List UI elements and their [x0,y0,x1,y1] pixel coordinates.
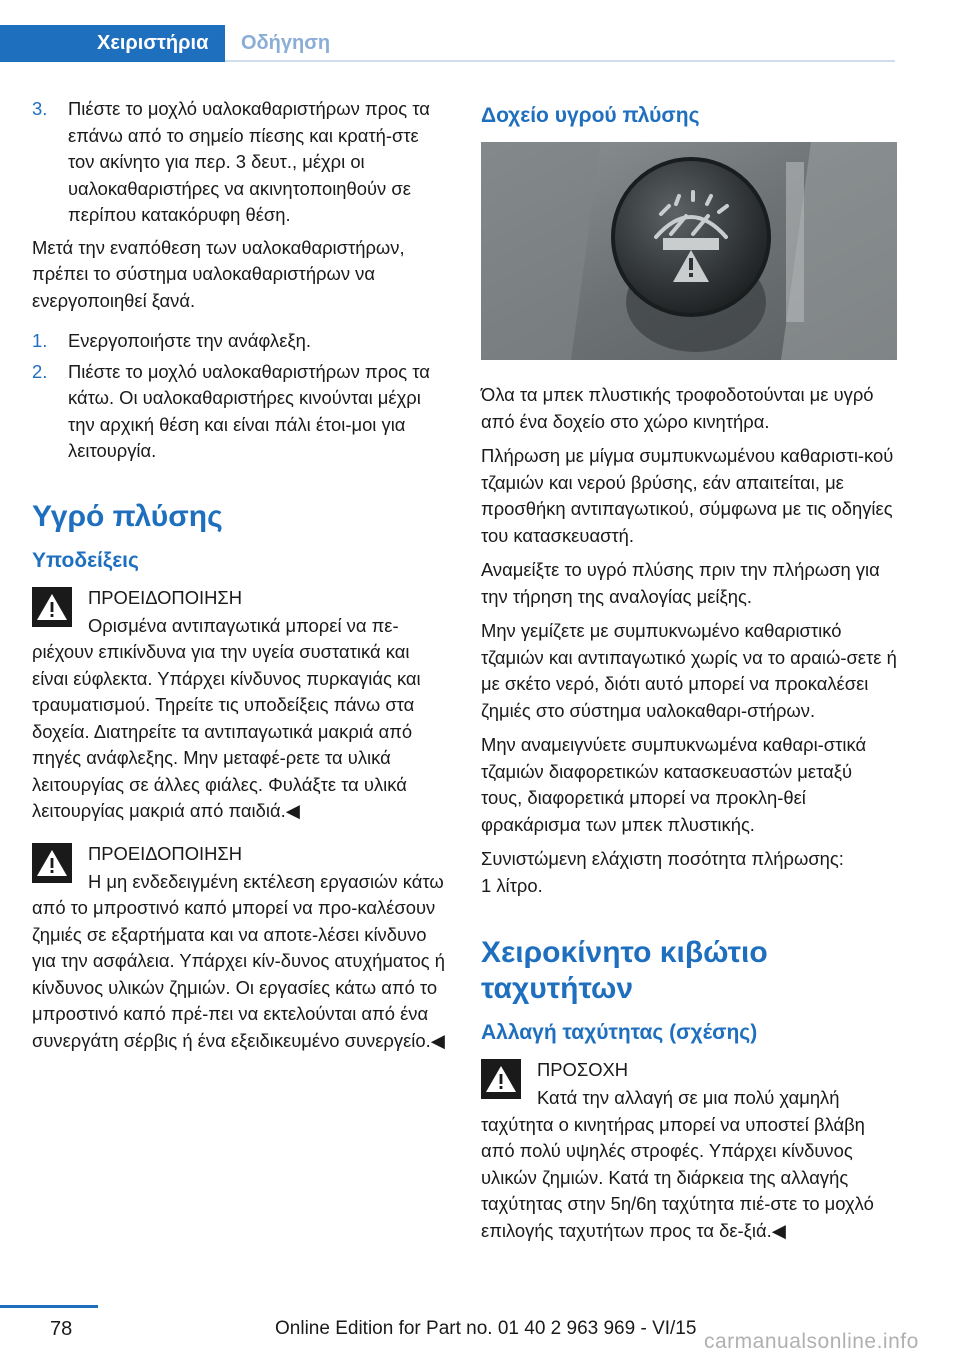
caution-block [481,1057,897,1244]
subsection-title: Δοχείο υγρού πλύσης [481,104,700,127]
warning-icon [32,843,72,883]
list-text: Πιέστε το μοχλό υαλοκαθαριστήρων προς τα κάτω. Οι υαλοκαθαριστήρες κινούνται μέχρι την αρχική θέση και είναι πάλι έτοι-μοι για λειτουργία. [68,360,430,461]
subsection-title: Υποδείξεις [32,548,139,572]
caution-title: ΠΡΟΣΟΧΗ [537,1059,629,1080]
warning-body: Ορισμένα αντιπαγωτικά μπορεί να πε-ριέχουν επικίνδυνα για την υγεία συστατικά και είναι εύφλεκτα. Υπάρχει κίνδυνος πυρκαγιάς και τραυματισμού. Τηρείτε τις υποδείξεις πάνω στα δοχεία. Διατηρείτε τα αντιπαγωτικά μακριά από πηγές ανάφλεξης. Μην μεταφέ-ρετε τα υλικά λειτουργίας σε άλλες φιάλες. Φυλάξτε τα υλικά λειτουργίας μακριά από παιδιά.◀ [32,614,421,821]
warning-icon [32,587,72,627]
paragraph: Όλα τα μπεκ πλυστικής τροφοδοτούνται με υγρό από ένα δοχείο στο χώρο κινητήρα. [481,384,874,432]
section-title: Χειροκίνητο κιβώτιο ταχυτήτων [481,936,768,1005]
right-column [481,96,897,1260]
warning-title: ΠΡΟΕΙΔΟΠΟΙΗΣΗ [88,586,243,608]
edition-text: Online Edition for Part no. 01 40 2 963 969 - VI/15 [275,1318,697,1339]
list-item-step2 [32,359,448,465]
list-text: Ενεργοποιήστε την ανάφλεξη. [68,330,311,351]
washer-reservoir-cap-photo [481,142,897,360]
paragraph: Μην αναμειγνύετε συμπυκνωμένα καθαρι-στικά τζαμιών διαφορετικών κατασκευαστών μεταξύ τους, διαφορετικά μπορεί να προκλη-θεί φρακάρισμα των μπεκ πλυστικής. [481,734,867,835]
list-text: Πιέστε το μοχλό υαλοκαθαριστήρων προς τα επάνω από το σημείο πίεσης και κρατή-στε τον ακίνητο για περ. 3 δευτ., μέχρι οι υαλοκαθαριστήρες να ακινητοποιηθούν σε περίπου κατακόρυφη θέση. [68,98,430,225]
footer-rule [0,1305,98,1308]
paragraph: Μην γεμίζετε με συμπυκνωμένο καθαριστικό τζαμιών και αντιπαγωτικό χωρίς να το αραιώ-σετε ή με σκέτο νερό, διότι αυτό μπορεί να προκαλέσει ζημιές στο σύστημα υαλοκαθαρι-στήρων. [481,620,897,721]
paragraph: Πλήρωση με μίγμα συμπυκνωμένου καθαριστι-κού τζαμιών και νερού βρύσης, εάν απαιτείται, με προσθήκη αντιπαγωτικού, σύμφωνα με τις οδηγίες του κατασκευαστή. [481,445,894,546]
paragraph: Μετά την εναπόθεση των υαλοκαθαριστήρων, πρέπει το σύστημα υαλοκαθαριστήρων να ενεργοποιηθεί ξανά. [32,236,405,311]
list-number: 3. [32,98,48,119]
page-number: 78 [50,1318,73,1340]
section-title: Υγρό πλύσης [32,499,223,533]
header [0,0,960,62]
list-number: 2. [32,360,48,382]
left-column [32,96,448,1070]
list-item-step3 [32,96,448,229]
tab-controls[interactable]: Χειριστήρια [0,25,225,62]
list-item-step1 [32,328,448,355]
subsection-title: Αλλαγή ταχύτητας (σχέσης) [481,1021,758,1044]
paragraph: Συνιστώμενη ελάχιστη ποσότητα πλήρωσης: 1 λίτρο. [481,848,844,896]
caution-body: Κατά την αλλαγή σε μια πολύ χαμηλή ταχύτητα ο κινητήρας μπορεί να υποστεί βλάβη από πολύ υψηλές στροφές. Υπάρχει κίνδυνος υλικών ζημιών. Κατά τη διάρκεια της αλλαγής ταχύτητας στην 5η/6η ταχύτητα πιέ-στε το μοχλό επιλογής ταχυτήτων προς τα δε-ξιά.◀ [481,1087,874,1241]
warning-body: Η μη ενδεδειγμένη εκτέλεση εργασιών κάτω από το μπροστινό καπό μπορεί να προ-καλέσουν ζημιές σε εξαρτήματα και να αποτε-λέσει κίνδυνο για την ασφάλεια. Υπάρχει κίν-δυνος ατυχήματος ή κίνδυνος υλικών ζημιών. Οι εργασίες κάτω από το μπροστινό καπό πρέ-πει να εκτελούνται από ένα συνεργάτη σέρβις ή ένα εξειδικευμένο συνεργείο.◀ [32,870,445,1051]
warning-icon [481,1059,521,1099]
watermark: carmanualsonline.info [704,1330,919,1353]
list-number: 1. [32,330,48,351]
tab-driving[interactable]: Οδήγηση [225,25,895,62]
paragraph: Αναμείξτε το υγρό πλύσης πριν την πλήρωση για την τήρηση της αναλογίας μείξης. [481,559,880,607]
warning-block [32,841,448,1055]
warning-block [32,585,448,825]
warning-title: ΠΡΟΕΙΔΟΠΟΙΗΣΗ [88,842,243,864]
